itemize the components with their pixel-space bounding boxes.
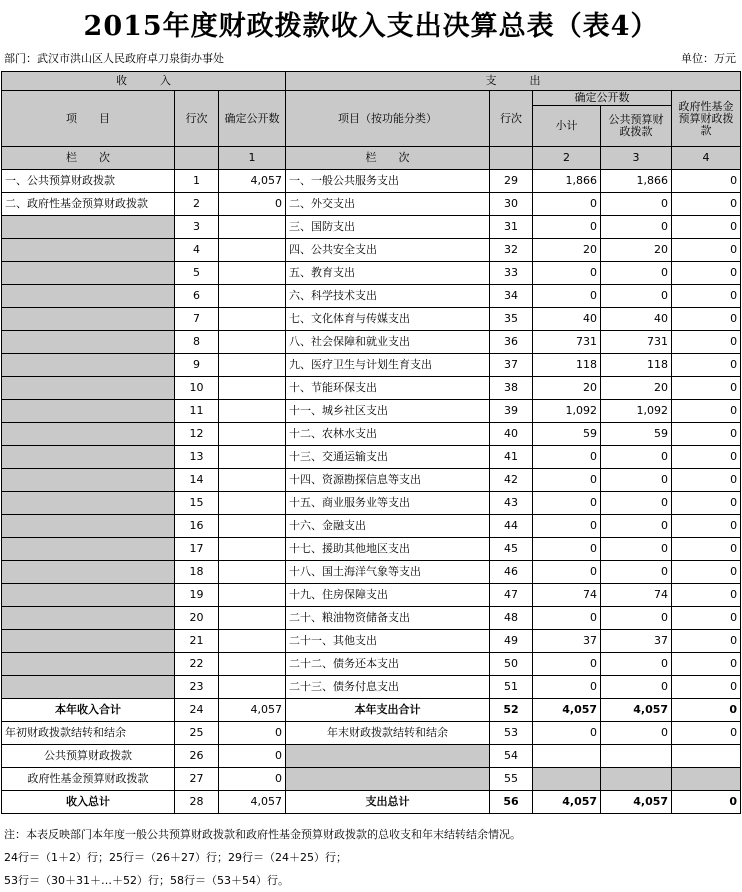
table-row [2, 262, 741, 285]
income-amount [219, 492, 286, 515]
table-row [2, 538, 741, 561]
expense-subtotal: 0 [533, 469, 601, 492]
expense-public-budget: 0 [601, 607, 672, 630]
income-row-no: 2 [175, 193, 219, 216]
table-row [2, 469, 741, 492]
expense-gov-fund: 0 [672, 216, 741, 239]
expense-gov-fund: 0 [672, 515, 741, 538]
expense-subtotal: 0 [533, 676, 601, 699]
income-item [2, 630, 175, 653]
year-expense-no: 52 [490, 699, 533, 722]
expense-subtotal: 20 [533, 377, 601, 400]
expense-item: 十一、城乡社区支出 [286, 400, 490, 423]
expense-subtotal: 0 [533, 653, 601, 676]
budget-table [1, 71, 741, 814]
expense-public-budget: 0 [601, 469, 672, 492]
expense-public-budget: 0 [601, 262, 672, 285]
expense-gov-fund: 0 [672, 331, 741, 354]
expense-row-no: 37 [490, 354, 533, 377]
expense-row-55: 55 [490, 768, 533, 791]
year-expense-label: 本年支出合计 [286, 699, 490, 722]
expense-total-label: 支出总计 [286, 791, 490, 814]
end-balance-no: 53 [490, 722, 533, 745]
func-item-header: 项目（按功能分类） [286, 91, 490, 147]
expense-subtotal: 0 [533, 216, 601, 239]
expense-row-no: 43 [490, 492, 533, 515]
column-blank [175, 147, 219, 170]
expense-row-no: 39 [490, 400, 533, 423]
table-row [2, 170, 741, 193]
income-amount [219, 285, 286, 308]
expense-row-no-header: 行次 [490, 91, 533, 147]
expense-public-budget: 1,866 [601, 170, 672, 193]
expense-subtotal: 59 [533, 423, 601, 446]
end-balance-gov: 0 [672, 722, 741, 745]
expense-item: 十、节能环保支出 [286, 377, 490, 400]
income-amount [219, 239, 286, 262]
expense-gov-fund: 0 [672, 469, 741, 492]
subtotal-header: 小计 [533, 106, 601, 147]
income-row-no: 16 [175, 515, 219, 538]
expense-item: 十九、住房保障支出 [286, 584, 490, 607]
income-amount [219, 630, 286, 653]
blank-cell [601, 768, 672, 791]
income-total-no: 28 [175, 791, 219, 814]
year-income-amount: 4,057 [219, 699, 286, 722]
expense-item: 十七、援助其他地区支出 [286, 538, 490, 561]
expense-row-no: 30 [490, 193, 533, 216]
expense-row-no: 40 [490, 423, 533, 446]
expense-public-budget: 20 [601, 239, 672, 262]
table-row [2, 308, 741, 331]
blank-cell [672, 745, 741, 768]
income-item [2, 653, 175, 676]
income-row-no: 20 [175, 607, 219, 630]
column-2: 2 [533, 147, 601, 170]
income-row-no: 3 [175, 216, 219, 239]
expense-item: 十五、商业服务业等支出 [286, 492, 490, 515]
item-header: 项 目 [2, 91, 175, 147]
expense-subtotal: 1,866 [533, 170, 601, 193]
blank-cell [601, 745, 672, 768]
expense-gov-fund: 0 [672, 584, 741, 607]
expense-row-no: 35 [490, 308, 533, 331]
expense-public-budget: 0 [601, 446, 672, 469]
expense-gov-fund: 0 [672, 354, 741, 377]
income-amount [219, 538, 286, 561]
note-line: 24行＝（1＋2）行；25行＝（26＋27）行；29行＝（24＋25）行； [4, 851, 347, 864]
expense-row-no: 50 [490, 653, 533, 676]
expense-public-budget: 0 [601, 216, 672, 239]
begin-balance-label: 年初财政拨款结转和结余 [2, 722, 175, 745]
expense-item: 一、一般公共服务支出 [286, 170, 490, 193]
page-title: 2015年度财政拨款收入支出决算总表（表4） [83, 11, 659, 42]
expense-total-no: 56 [490, 791, 533, 814]
expense-row-no: 47 [490, 584, 533, 607]
income-item [2, 400, 175, 423]
income-item [2, 262, 175, 285]
income-item [2, 285, 175, 308]
table-row [2, 561, 741, 584]
income-item [2, 584, 175, 607]
table-row [2, 630, 741, 653]
end-balance-public: 0 [601, 722, 672, 745]
expense-gov-fund: 0 [672, 193, 741, 216]
expense-subtotal: 0 [533, 607, 601, 630]
expense-item: 八、社会保障和就业支出 [286, 331, 490, 354]
row-no-header: 行次 [175, 91, 219, 147]
expense-public-budget: 20 [601, 377, 672, 400]
blank-cell [672, 768, 741, 791]
expense-row-no: 41 [490, 446, 533, 469]
income-row-no: 17 [175, 538, 219, 561]
expense-public-budget: 118 [601, 354, 672, 377]
expense-item: 三、国防支出 [286, 216, 490, 239]
gov-fund-amount: 0 [219, 768, 286, 791]
blank-cell [533, 745, 601, 768]
expense-subtotal: 0 [533, 285, 601, 308]
income-amount [219, 423, 286, 446]
expense-gov-fund: 0 [672, 492, 741, 515]
income-row-no: 14 [175, 469, 219, 492]
public-budget-label: 公共预算财政拨款 [2, 745, 175, 768]
expense-public-budget: 0 [601, 538, 672, 561]
income-row-no: 1 [175, 170, 219, 193]
table-row [2, 515, 741, 538]
expense-gov-fund: 0 [672, 285, 741, 308]
expense-item: 四、公共安全支出 [286, 239, 490, 262]
expense-row-no: 36 [490, 331, 533, 354]
income-item [2, 469, 175, 492]
expense-header: 支 出 [286, 72, 741, 91]
expense-item: 二十、粮油物资储备支出 [286, 607, 490, 630]
income-item [2, 423, 175, 446]
year-expense-public: 4,057 [601, 699, 672, 722]
expense-item: 五、教育支出 [286, 262, 490, 285]
table-row [2, 400, 741, 423]
income-total-amount: 4,057 [219, 791, 286, 814]
begin-balance-amount: 0 [219, 722, 286, 745]
income-amount: 4,057 [219, 170, 286, 193]
table-row [2, 239, 741, 262]
year-expense-gov: 0 [672, 699, 741, 722]
expense-public-budget: 59 [601, 423, 672, 446]
income-amount [219, 354, 286, 377]
expense-row-no: 32 [490, 239, 533, 262]
expense-subtotal: 0 [533, 538, 601, 561]
column-1: 1 [219, 147, 286, 170]
expense-gov-fund: 0 [672, 653, 741, 676]
expense-gov-fund: 0 [672, 676, 741, 699]
gov-fund-label: 政府性基金预算财政拨款 [2, 768, 175, 791]
income-amount [219, 653, 286, 676]
income-item [2, 216, 175, 239]
expense-total-public: 4,057 [601, 791, 672, 814]
expense-subtotal: 0 [533, 193, 601, 216]
expense-total-gov: 0 [672, 791, 741, 814]
income-item [2, 331, 175, 354]
expense-public-budget: 731 [601, 331, 672, 354]
income-item [2, 676, 175, 699]
income-item [2, 538, 175, 561]
end-balance-subtotal: 0 [533, 722, 601, 745]
expense-item: 七、文化体育与传媒支出 [286, 308, 490, 331]
expense-public-budget: 0 [601, 676, 672, 699]
confirmed-header: 确定公开数 [219, 91, 286, 147]
expense-gov-fund: 0 [672, 170, 741, 193]
expense-subtotal: 0 [533, 561, 601, 584]
income-item [2, 492, 175, 515]
income-item [2, 239, 175, 262]
income-row-no: 7 [175, 308, 219, 331]
expense-public-budget: 0 [601, 285, 672, 308]
column-4: 4 [672, 147, 741, 170]
expense-subtotal: 0 [533, 262, 601, 285]
begin-balance-no: 25 [175, 722, 219, 745]
expense-gov-fund: 0 [672, 630, 741, 653]
expense-subtotal: 0 [533, 446, 601, 469]
income-row-no: 10 [175, 377, 219, 400]
expense-item: 十四、资源勘探信息等支出 [286, 469, 490, 492]
expense-item: 十三、交通运输支出 [286, 446, 490, 469]
income-amount [219, 607, 286, 630]
income-header: 收 入 [2, 72, 286, 91]
expense-public-budget: 0 [601, 492, 672, 515]
expense-row-no: 34 [490, 285, 533, 308]
gov-fund-no: 27 [175, 768, 219, 791]
expense-item: 十六、金融支出 [286, 515, 490, 538]
income-amount [219, 216, 286, 239]
expense-gov-fund: 0 [672, 400, 741, 423]
public-budget-no: 26 [175, 745, 219, 768]
column-blank-expense [490, 147, 533, 170]
expense-row-54: 54 [490, 745, 533, 768]
confirmed-group-header: 确定公开数 [533, 91, 672, 106]
expense-subtotal: 118 [533, 354, 601, 377]
expense-public-budget: 37 [601, 630, 672, 653]
income-amount [219, 446, 286, 469]
expense-item: 六、科学技术支出 [286, 285, 490, 308]
income-amount [219, 377, 286, 400]
expense-subtotal: 40 [533, 308, 601, 331]
expense-public-budget: 0 [601, 561, 672, 584]
income-item [2, 377, 175, 400]
end-balance-label: 年末财政拨款结转和结余 [286, 722, 490, 745]
table-row [2, 354, 741, 377]
expense-public-budget: 40 [601, 308, 672, 331]
expense-gov-fund: 0 [672, 262, 741, 285]
table-row [2, 377, 741, 400]
expense-subtotal: 20 [533, 239, 601, 262]
income-row-no: 6 [175, 285, 219, 308]
expense-public-budget: 0 [601, 515, 672, 538]
table-row [2, 446, 741, 469]
income-row-no: 12 [175, 423, 219, 446]
income-row-no: 4 [175, 239, 219, 262]
expense-public-budget: 1,092 [601, 400, 672, 423]
expense-item: 九、医疗卫生与计划生育支出 [286, 354, 490, 377]
expense-row-no: 51 [490, 676, 533, 699]
expense-row-no: 29 [490, 170, 533, 193]
income-item [2, 308, 175, 331]
expense-gov-fund: 0 [672, 561, 741, 584]
year-expense-subtotal: 4,057 [533, 699, 601, 722]
column-3: 3 [601, 147, 672, 170]
income-row-no: 9 [175, 354, 219, 377]
income-item [2, 561, 175, 584]
expense-gov-fund: 0 [672, 607, 741, 630]
expense-item: 十八、国土海洋气象等支出 [286, 561, 490, 584]
table-row [2, 193, 741, 216]
income-amount [219, 262, 286, 285]
income-amount [219, 308, 286, 331]
income-item: 二、政府性基金预算财政拨款 [2, 193, 175, 216]
income-row-no: 21 [175, 630, 219, 653]
income-item [2, 607, 175, 630]
expense-public-budget: 0 [601, 653, 672, 676]
income-amount [219, 584, 286, 607]
note-line: 注：本表反映部门本年度一般公共预算财政拨款和政府性基金预算财政拨款的总收支和年末结转结余情况。 [4, 828, 521, 841]
expense-row-no: 38 [490, 377, 533, 400]
expense-row-no: 46 [490, 561, 533, 584]
income-row-no: 18 [175, 561, 219, 584]
expense-gov-fund: 0 [672, 538, 741, 561]
expense-gov-fund: 0 [672, 446, 741, 469]
income-item: 一、公共预算财政拨款 [2, 170, 175, 193]
public-budget-header: 公共预算财政拨款 [601, 106, 672, 147]
table-row [2, 331, 741, 354]
expense-public-budget: 74 [601, 584, 672, 607]
table-row [2, 492, 741, 515]
income-row-no: 5 [175, 262, 219, 285]
expense-row-no: 45 [490, 538, 533, 561]
expense-row-no: 33 [490, 262, 533, 285]
expense-gov-fund: 0 [672, 308, 741, 331]
income-row-no: 8 [175, 331, 219, 354]
expense-total-subtotal: 4,057 [533, 791, 601, 814]
expense-item: 十二、农林水支出 [286, 423, 490, 446]
table-row [2, 285, 741, 308]
income-item [2, 515, 175, 538]
column-label-expense: 栏 次 [286, 147, 490, 170]
unit-label: 单位：万元 [681, 52, 736, 65]
income-total-label: 收入总计 [2, 791, 175, 814]
income-item [2, 354, 175, 377]
department-label: 部门：武汉市洪山区人民政府卓刀泉街办事处 [4, 52, 224, 65]
expense-row-no: 48 [490, 607, 533, 630]
income-row-no: 23 [175, 676, 219, 699]
expense-subtotal: 0 [533, 492, 601, 515]
expense-subtotal: 74 [533, 584, 601, 607]
public-budget-amount: 0 [219, 745, 286, 768]
table-row [2, 653, 741, 676]
income-row-no: 22 [175, 653, 219, 676]
expense-subtotal: 0 [533, 515, 601, 538]
note-line: 53行＝（30＋31＋…＋52）行；58行＝（53＋54）行。 [4, 874, 289, 887]
expense-row-no: 31 [490, 216, 533, 239]
expense-item: 二十一、其他支出 [286, 630, 490, 653]
income-amount [219, 469, 286, 492]
income-amount: 0 [219, 193, 286, 216]
expense-gov-fund: 0 [672, 377, 741, 400]
income-item [2, 446, 175, 469]
expense-row-no: 44 [490, 515, 533, 538]
notes [4, 823, 521, 892]
expense-item: 二十二、债务还本支出 [286, 653, 490, 676]
income-row-no: 11 [175, 400, 219, 423]
year-income-label: 本年收入合计 [2, 699, 175, 722]
income-amount [219, 331, 286, 354]
expense-gov-fund: 0 [672, 239, 741, 262]
income-row-no: 13 [175, 446, 219, 469]
blank-cell [286, 768, 490, 791]
income-row-no: 19 [175, 584, 219, 607]
year-income-no: 24 [175, 699, 219, 722]
expense-subtotal: 1,092 [533, 400, 601, 423]
income-amount [219, 561, 286, 584]
blank-cell [286, 745, 490, 768]
expense-public-budget: 0 [601, 193, 672, 216]
income-amount [219, 400, 286, 423]
income-amount [219, 515, 286, 538]
income-row-no: 15 [175, 492, 219, 515]
table-row [2, 584, 741, 607]
table-row [2, 676, 741, 699]
gov-fund-header: 政府性基金预算财政拨款 [672, 91, 741, 147]
expense-row-no: 42 [490, 469, 533, 492]
expense-gov-fund: 0 [672, 423, 741, 446]
expense-item: 二、外交支出 [286, 193, 490, 216]
table-row [2, 423, 741, 446]
table-row [2, 216, 741, 239]
income-amount [219, 676, 286, 699]
expense-subtotal: 37 [533, 630, 601, 653]
expense-row-no: 49 [490, 630, 533, 653]
expense-item: 二十三、债务付息支出 [286, 676, 490, 699]
table-row [2, 607, 741, 630]
column-label: 栏 次 [2, 147, 175, 170]
expense-subtotal: 731 [533, 331, 601, 354]
blank-cell [533, 768, 601, 791]
